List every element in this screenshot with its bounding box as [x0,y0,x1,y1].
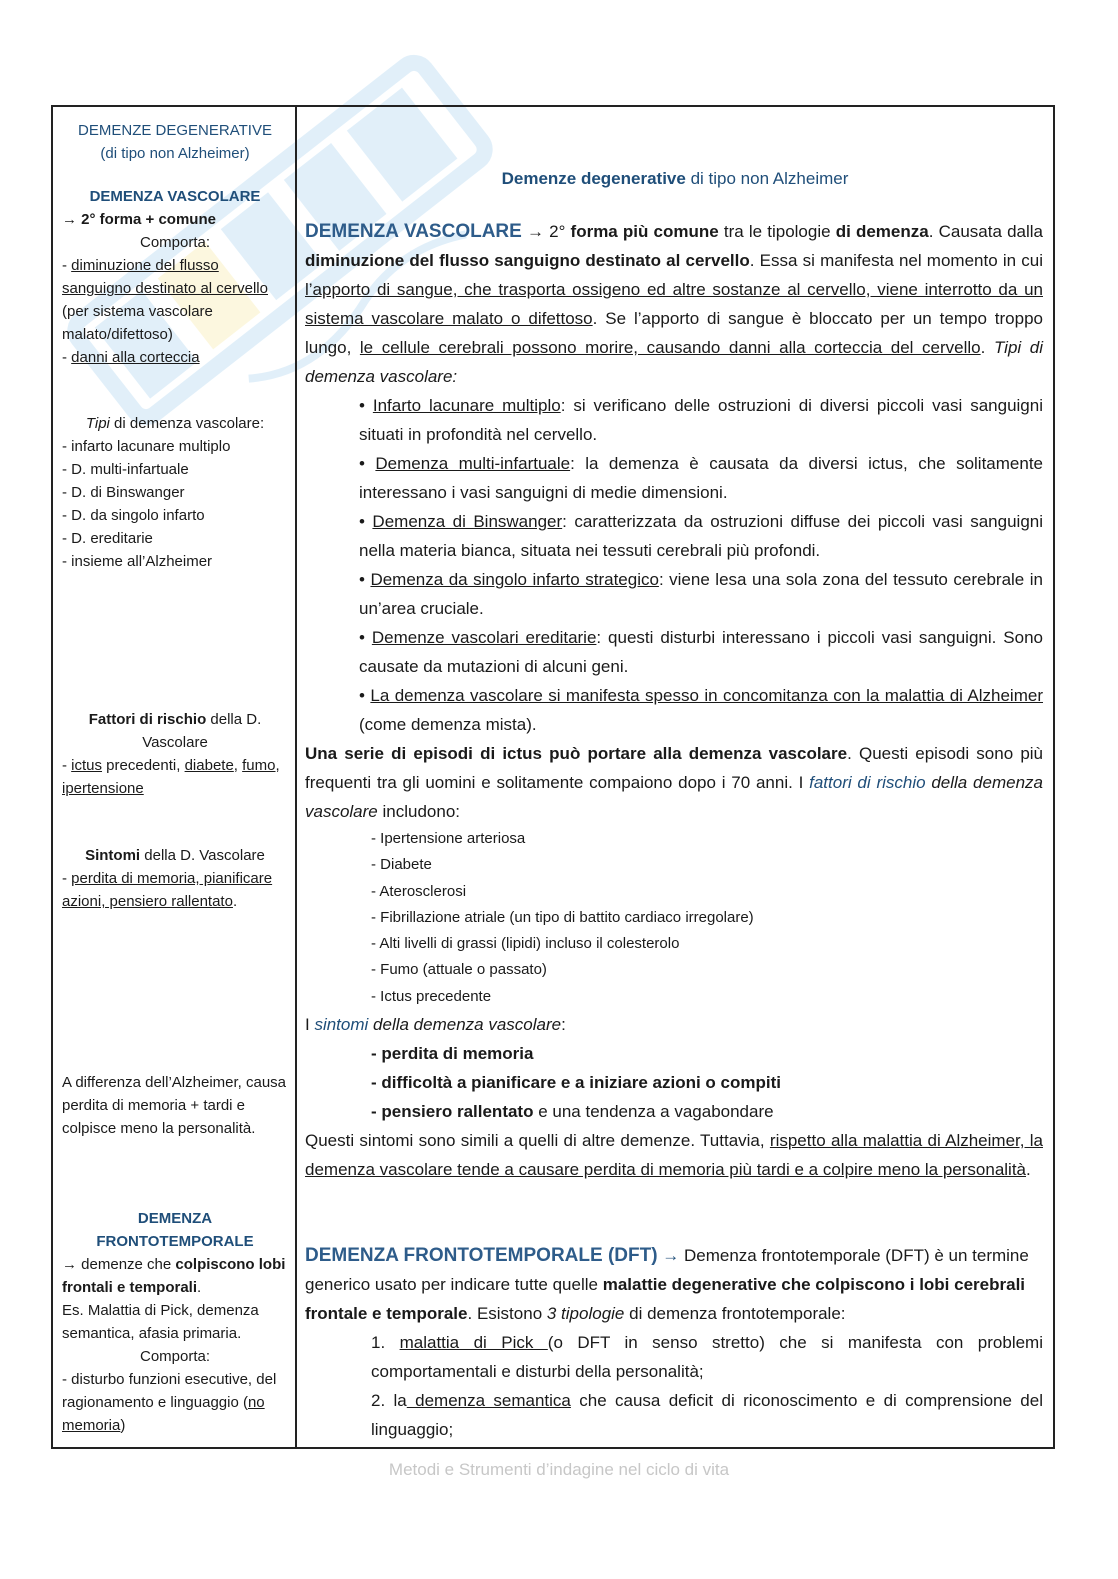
fronto-type-item: 2. la demenza semantica che causa deficit di riconoscimento e di comprensione del linguaggio; [371,1391,1043,1439]
fronto-heading: DEMENZA FRONTOTEMPORALE (DFT) [305,1245,658,1266]
fronto-type-item: 1. malattia di Pick (o DFT in senso stretto) che si manifesta con problemi comportamentali e disturbi della personalità; [371,1333,1043,1381]
risk-item: - Ictus precedente [371,987,492,1005]
vascolare-types-list [305,391,1043,739]
sidebar-rischio [62,708,288,800]
sidebar-title [62,119,288,165]
symptom-item: - difficoltà a pianificare e a iniziare azioni o compiti [371,1073,781,1093]
risk-item: - Fumo (attuale o passato) [371,961,547,979]
sidebar-tipo-item: - D. multi-infartuale [62,461,189,478]
main-vascolare-section [305,217,1043,1184]
type-bullet: • Demenze vascolari ereditarie: questi disturbi interessano i piccoli vasi sanguigni. Sono causate da mutazioni di alcuni geni. [359,628,1043,676]
sidebar-tipo-item: - D. di Binswanger [62,484,185,501]
intro-text-run: . Causata dalla [928,222,1043,241]
intro-text-run: . Se l’apporto di sangue è bloccato per un tempo troppo lungo, [305,309,1043,357]
sidebar-tipo-item: - D. ereditarie [62,530,153,547]
intro-text-run: . Essa si manifesta nel momento in cui [749,251,1043,270]
sidebar-summary [53,107,297,1447]
intro-text-run: Tipi di demenza vascolare: [305,338,1043,386]
main-frontotemporale-section [305,1241,1043,1444]
risk-item: - Fibrillazione atriale (un tipo di battito cardiaco irregolare) [371,908,754,926]
vascolare-heading: DEMENZA VASCOLARE [305,221,522,242]
sidebar-vascolare-heading: DEMENZA VASCOLARE [89,188,261,205]
intro-text-run: tra le tipologie [718,222,836,241]
sidebar-title-line1: DEMENZE DEGENERATIVE [78,122,272,139]
risk-factor-list [305,826,1043,1010]
notes-table [51,105,1055,1449]
sidebar-sintomi-list: - perdita di memoria, pianificare azioni, pensiero rallentato. [62,870,273,910]
risk-item: - Aterosclerosi [371,882,467,900]
sidebar-fronto-def: → demenze che colpiscono lobi frontali e temporali. [62,1256,286,1296]
sidebar-fronto-examples: Es. Malattia di Pick, demenza semantica, afasia primaria. [62,1302,259,1342]
symptoms-intro: I sintomi della demenza vascolare: [305,1015,566,1035]
intro-text-run: di demenza [835,222,929,241]
ictus-paragraph: Una serie di episodi di ictus può portare alla demenza vascolare. Questi episodi sono più frequenti tra gli uomini e solitamente compaiono dopo i 70 anni. I fattori di rischio della demenza vascolare includono: [305,744,1044,821]
sidebar-sintomi [62,844,288,913]
intro-text-run: le cellule cerebrali possono morire, causando danni alla corteccia del cervello [359,338,981,357]
intro-text-run: l’apporto di sangue, che trasporta ossigeno ed altre sostanze al cervello, viene interrotto da un sistema vascolare malato o difettoso [305,280,1043,328]
risk-item: - Ipertensione arteriosa [371,830,526,847]
intro-text-run: . [980,338,994,357]
fronto-intro: DEMENZA FRONTOTEMPORALE (DFT) → Demenza frontotemporale (DFT) è un termine generico usato per indicare tutte quelle malattie degenerative che colpiscono i lobi cerebrali frontale e temporale. Esistono 3 tipologie di demenza frontotemporale: [305,1245,1029,1323]
main-title: Demenze degenerative di tipo non Alzheimer [501,169,849,188]
sidebar-fronto-effect: - disturbo funzioni esecutive, del ragionamento e linguaggio (no memoria) [62,1371,277,1434]
sidebar-tipi-heading: Tipi di demenza vascolare: [85,415,265,432]
type-bullet: • Demenza multi-infartuale: la demenza è causata da diversi ictus, che solitamente interessano i vasi sanguigni di medie dimensioni. [359,454,1043,502]
intro-text-run: diminuzione del flusso sanguigno destinato al cervello [305,251,750,270]
symptom-item: - perdita di memoria [371,1044,534,1064]
sidebar-tipo-item: - infarto lacunare multiplo [62,438,231,455]
intro-text-run: forma più comune [570,222,719,241]
sidebar-fronto-comporta: Comporta: [139,1348,211,1365]
comparison-paragraph: Questi sintomi sono simili a quelli di altre demenze. Tuttavia, rispetto alla malattia di Alzheimer, la demenza vascolare tende a causare perdita di memoria più tardi e a colpire meno la personalità. [305,1131,1043,1180]
type-bullet: • Demenza da singolo infarto strategico: viene lesa una sola zona del tessuto cerebrale in un’area cruciale. [359,570,1043,618]
sidebar-rischio-list: - ictus precedenti, diabete, fumo, ipertensione [62,757,280,797]
symptom-item: - pensiero rallentato e una tendenza a vagabondare [371,1102,774,1122]
fronto-types-list [305,1328,1043,1444]
sidebar-vascolare-effect-2: - danni alla corteccia [62,349,200,366]
risk-item: - Diabete [371,856,432,874]
sidebar-tipi [62,412,288,573]
sidebar-differenza: A differenza dell’Alzheimer, causa perdita di memoria + tardi e colpisce meno la personalità. [62,1074,287,1137]
risk-item: - Alti livelli di grassi (lipidi) incluso il colesterolo [371,935,680,953]
sidebar-tipo-item: - D. da singolo infarto [62,507,205,524]
type-bullet: • Infarto lacunare multiplo: si verificano delle ostruzioni di diversi piccoli vasi sanguigni situati in profondità nel cervello. [359,396,1043,444]
sidebar-frontotemporale [62,1207,288,1437]
sidebar-vascolare-comporta: Comporta: [139,234,211,251]
vascolare-intro [305,217,1043,391]
intro-text-run: → 2° [521,222,571,241]
page-footer: Metodi e Strumenti d’indagine nel ciclo di vita [388,1460,730,1479]
sidebar-tipo-item: - insieme all’Alzheimer [62,553,213,570]
symptoms-list [305,1039,1043,1126]
sidebar-rischio-heading: Fattori di rischio della D. Vascolare [88,711,262,751]
sidebar-title-line2: (di tipo non Alzheimer) [100,145,250,162]
sidebar-sintomi-heading: Sintomi della D. Vascolare [85,847,265,864]
sidebar-vascolare [62,185,288,369]
type-bullet: • Demenza di Binswanger: caratterizzata da ostruzioni diffuse dei piccoli vasi sanguigni nella materia bianca, situata nei tessuti cerebrali più profondi. [359,512,1044,560]
sidebar-vascolare-rank: → 2° forma + comune [62,211,216,228]
sidebar-vascolare-effect-1: - diminuzione del flusso sanguigno destinato al cervello (per sistema vascolare malato/difettoso) [62,257,268,343]
sidebar-fronto-heading: DEMENZA FRONTOTEMPORALE [96,1210,254,1250]
main-notes [297,107,1053,1447]
type-bullet: • La demenza vascolare si manifesta spesso in concomitanza con la malattia di Alzheimer (come demenza mista). [359,686,1043,734]
